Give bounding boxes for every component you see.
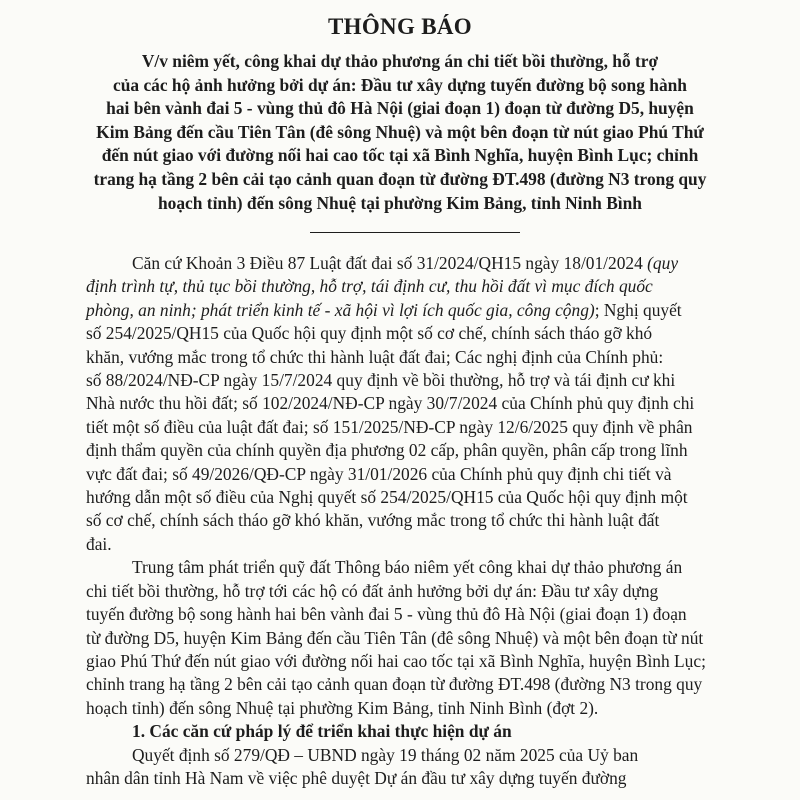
- body-line: nhân dân tỉnh Hà Nam về việc phê duyệt Dự án đầu tư xây dựng tuyến đường: [86, 767, 627, 788]
- body-line: giao Phú Thứ đến nút giao với đường nối hai cao tốc tại xã Bình Nghĩa, huyện Bình Lục;: [86, 650, 706, 671]
- body-line: khăn, vướng mắc trong tổ chức thi hành luật đất đai; Các nghị định của Chính phủ:: [86, 346, 664, 367]
- section-heading: 1. Các căn cứ pháp lý để triển khai thực hiện dự án: [132, 721, 512, 742]
- body-line: Quyết định số 279/QĐ – UBND ngày 19 tháng 02 năm 2025 của Uỷ ban: [132, 744, 639, 765]
- body-line: chi tiết bồi thường, hỗ trợ tới các hộ có đất ảnh hưởng bởi dự án: Đầu tư xây dựng: [86, 580, 659, 601]
- subject-line: đến nút giao với đường nối hai cao tốc tại xã Bình Nghĩa, huyện Bình Lục; chỉnh: [101, 145, 699, 166]
- body-line: định trình tự, thủ tục bồi thường, hỗ trợ, tái định cư, thu hồi đất vì mục đích quốc: [86, 276, 653, 297]
- body-line: [86, 299, 766, 322]
- body-line: đai.: [86, 533, 112, 554]
- document-subject: [80, 50, 720, 215]
- subject-line: hoạch tỉnh) đến sông Nhuệ tại phường Kim Bảng, tỉnh Ninh Bình: [158, 192, 642, 213]
- document-body: [86, 252, 766, 790]
- body-text-italic: phòng, an ninh; phát triển kinh tế - xã hội vì lợi ích quốc gia, công cộng): [86, 299, 595, 320]
- subject-line: trang hạ tầng 2 bên cải tạo cảnh quan đoạn từ đường ĐT.498 (đường N3 trong quy: [93, 168, 707, 189]
- title-divider: [310, 232, 520, 233]
- body-line: số 254/2025/QH15 của Quốc hội quy định một số cơ chế, chính sách tháo gỡ khó: [86, 323, 653, 344]
- body-line: chỉnh trang hạ tầng 2 bên cải tạo cảnh quan đoạn từ đường ĐT.498 (đường N3 trong quy: [86, 674, 703, 695]
- body-text: Căn cứ Khoản 3 Điều 87 Luật đất đai số 31/2024/QH15 ngày 18/01/2024: [132, 253, 648, 273]
- body-text-italic: (quy: [647, 253, 679, 273]
- body-line: số 88/2024/NĐ-CP ngày 15/7/2024 quy định về bồi thường, hỗ trợ và tái định cư khi: [86, 370, 676, 391]
- body-text: ; Nghị quyết: [594, 299, 682, 320]
- body-line: vực đất đai; số 49/2026/QĐ-CP ngày 31/01/2026 của Chính phủ quy định chi tiết và: [86, 463, 672, 484]
- subject-line: V/v niêm yết, công khai dự thảo phương án chi tiết bồi thường, hỗ trợ: [141, 51, 659, 71]
- subject-line: hai bên vành đai 5 - vùng thủ đô Hà Nội (giai đoạn 1) đoạn từ đường D5, huyện: [106, 98, 694, 119]
- body-line: Nhà nước thu hồi đất; số 102/2024/NĐ-CP ngày 30/7/2024 của Chính phủ quy định chi: [86, 393, 695, 414]
- body-line: định thẩm quyền của chính quyền địa phương 02 cấp, phân quyền, phân cấp trong lĩnh: [86, 440, 688, 461]
- body-line: hướng dẫn một số điều của Nghị quyết số 254/2025/QH15 của Quốc hội quy định một: [86, 487, 688, 508]
- body-line: hoạch tỉnh) đến sông Nhuệ tại phường Kim Bảng, tỉnh Ninh Bình (đợt 2).: [86, 697, 599, 718]
- body-line: tuyến đường bộ song hành hai bên vành đai 5 - vùng thủ đô Hà Nội (giai đoạn 1) đoạn: [86, 604, 687, 625]
- body-line: [86, 252, 766, 275]
- body-line: số cơ chế, chính sách tháo gỡ khó khăn, vướng mắc trong tổ chức thi hành luật đất: [86, 510, 660, 531]
- body-line: Trung tâm phát triển quỹ đất Thông báo niêm yết công khai dự thảo phương án: [132, 557, 683, 578]
- subject-line: Kim Bảng đến cầu Tiên Tân (đê sông Nhuệ) và một bên đoạn từ nút giao Phú Thứ: [96, 121, 704, 142]
- body-line: tiết một số điều của luật đất đai; số 151/2025/NĐ-CP ngày 12/6/2025 quy định về phân: [86, 416, 693, 437]
- body-line: từ đường D5, huyện Kim Bảng đến cầu Tiên Tân (đê sông Nhuệ) và một bên đoạn từ nút: [86, 627, 704, 648]
- subject-line: của các hộ ảnh hưởng bởi dự án: Đầu tư xây dựng tuyến đường bộ song hành: [113, 74, 687, 95]
- document-title: THÔNG BÁO: [328, 14, 472, 39]
